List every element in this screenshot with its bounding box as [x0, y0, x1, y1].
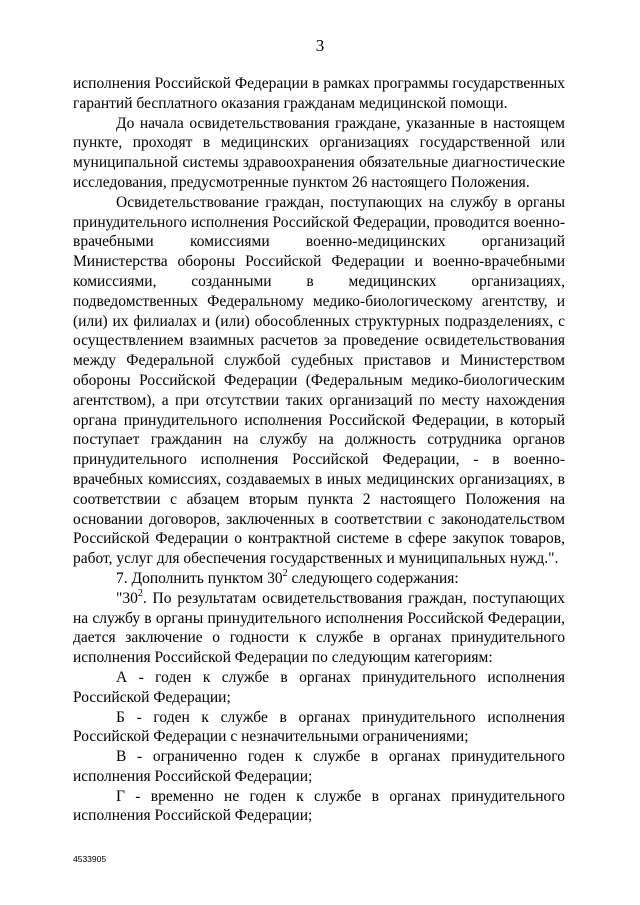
category-v: В - ограниченно годен к службе в органах принудительного исполнения Российской Федерации; [73, 748, 565, 785]
category-g: Г - временно не годен к службе в органах принудительного исполнения Российской Федерации; [73, 787, 565, 825]
point-30-2-text: . По результатам освидетельствования граждан, поступающих на службу в органы принудительного исполнения Российской Федерации, дается заключение о годности к службе в органах принудительного исполнения Российской Федерации по следующим категориям: [73, 589, 565, 667]
category-a: А - годен к службе в органах принудительного исполнения Российской Федерации; [73, 668, 565, 706]
paragraph-amendment-7 [73, 569, 565, 589]
document-body [73, 74, 565, 826]
point-30-2-number: "30 [116, 589, 138, 607]
amendment-7-text-end: следующего содержания: [287, 569, 459, 587]
paragraph-point-30-2 [73, 589, 565, 668]
paragraph-examination: Освидетельствование граждан, поступающих на службу в органы принудительного исполнения Российской Федерации, проводится военно-врачебными комиссиями военно-медицинских организаций Министерства обороны Российской Федерации и военно-врачебными комиссиями, созданными в медицинских организациях, подведомственных Федеральному медико-биологическому агентству, и (или) их филиалах и (или) обособленных структурных подразделениях, с осуществлением взаимных расчетов за проведение освидетельствования между Федеральной службой судебных приставов и Министерством обороны Российской Федерации (Федеральным медико-биологическим агентством), а при отсутствии таких организаций по месту нахождения органа принудительного исполнения Российской Федерации, в который поступает гражданин на службу на должность сотрудника органов принудительного исполнения Российской Федерации, - в военно-врачебных комиссиях, создаваемых в иных медицинских организациях, в соответствии с абзацем вторым пункта 2 настоящего Положения на основании договоров, заключенных в соответствии с законодательством Российской Федерации о контрактной системе в сфере закупок товаров, работ, услуг для обеспечения государственных и муниципальных нужд.". [73, 193, 565, 568]
paragraph-continuation: исполнения Российской Федерации в рамках программы государственных гарантий бесплатного оказания гражданам медицинской помощи. [73, 75, 565, 112]
document-code: 4533905 [73, 854, 107, 864]
amendment-7-text: 7. Дополнить пунктом 30 [116, 569, 283, 587]
amendment-7-superscript: 2 [282, 567, 288, 579]
point-30-2-superscript: 2 [137, 587, 143, 599]
category-b: Б - годен к службе в органах принудительного исполнения Российской Федерации с незначительными ограничениями; [73, 708, 565, 746]
paragraph-diagnostics: До начала освидетельствования граждане, указанные в настоящем пункте, проходят в медицинских организациях государственной или муниципальной системы здравоохранения обязательные диагностические исследования, предусмотренные пунктом 26 настоящего Положения. [73, 114, 565, 191]
page-number: 3 [315, 36, 325, 55]
